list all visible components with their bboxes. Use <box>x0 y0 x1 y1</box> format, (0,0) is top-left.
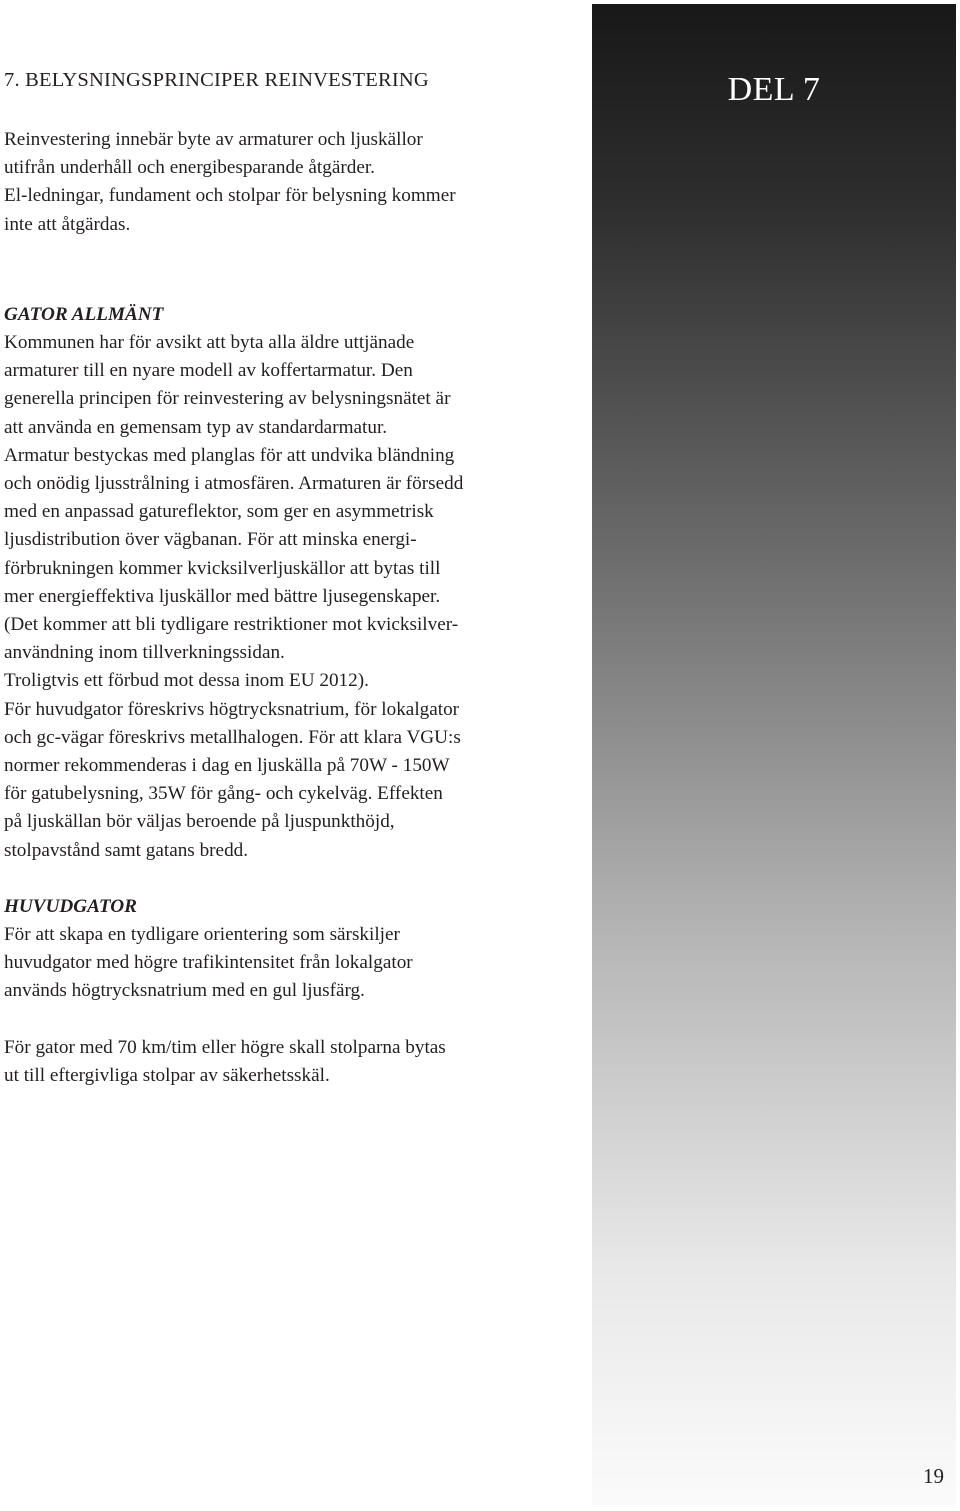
text-line: användning inom tillverkningssidan. <box>4 642 285 664</box>
text-line: (Det kommer att bli tydligare restriktioner mot kvicksilver- <box>4 614 459 636</box>
text-line: Armatur bestyckas med planglas för att undvika bländning <box>4 444 455 466</box>
text-line: generella principen för reinvestering av belysningsnätet är <box>4 388 451 410</box>
intro-paragraph <box>4 126 584 239</box>
section-title: BELYSNINGSPRINCIPER REINVESTERING <box>25 69 429 91</box>
text-line: utifrån underhåll och energibesparande åtgärder. <box>4 157 375 179</box>
text-line: För huvudgator föreskrivs högtrycksnatrium, för lokalgator <box>4 698 460 720</box>
text-line: huvudgator med högre trafikintensitet från lokalgator <box>4 952 413 974</box>
text-line: att använda en gemensam typ av standardarmatur. <box>4 416 388 438</box>
text-line: för gatubelysning, 35W för gång- och cykelväg. Effekten <box>4 783 443 805</box>
text-line: Reinvestering innebär byte av armaturer och ljuskällor <box>4 129 423 150</box>
text-line: stolpavstånd samt gatans bredd. <box>4 839 249 861</box>
closing-paragraph <box>4 1034 584 1090</box>
text-line: Troligtvis ett förbud mot dessa inom EU 2012). <box>4 670 369 692</box>
page-number: 19 <box>923 1464 944 1488</box>
text-line: Kommunen har för avsikt att byta alla äldre uttjänade <box>4 332 415 354</box>
text-line: mer energieffektiva ljuskällor med bättre ljusegenskaper. <box>4 585 441 607</box>
text-line: inte att åtgärdas. <box>4 213 131 235</box>
text-line: armaturer till en nyare modell av koffertarmatur. Den <box>4 360 413 382</box>
text-line: För gator med 70 km/tim eller högre skall stolparna bytas <box>4 1036 446 1058</box>
gator-allmant-paragraph <box>4 329 584 865</box>
chapter-label: DEL 7 <box>727 71 821 108</box>
huvudgator-paragraph <box>4 921 584 1006</box>
text-line: och gc-vägar föreskrivs metallhalogen. För att klara VGU:s <box>4 726 461 748</box>
text-line: förbrukningen kommer kvicksilverljuskällor att bytas till <box>4 557 441 579</box>
text-line: El-ledningar, fundament och stolpar för belysning kommer <box>4 185 456 207</box>
text-line: och onödig ljusstrålning i atmosfären. Armaturen är försedd <box>4 473 464 495</box>
text-line: ut till eftergivliga stolpar av säkerhetsskäl. <box>4 1064 330 1086</box>
text-line: på ljuskällan bör väljas beroende på ljuspunkthöjd, <box>4 811 395 833</box>
subheading-gator-allmant: GATOR ALLMÄNT <box>4 303 164 325</box>
subheading-huvudgator: HUVUDGATOR <box>4 895 137 917</box>
text-line: normer rekommenderas i dag en ljuskälla på 70W - 150W <box>4 755 450 777</box>
document-body <box>4 66 584 1090</box>
text-line: används högtrycksnatrium med en gul ljusfärg. <box>4 980 365 1002</box>
section-heading <box>4 66 584 94</box>
text-line: För att skapa en tydligare orientering som särskiljer <box>4 924 400 946</box>
chapter-side-panel <box>592 4 956 1507</box>
text-line: med en anpassad gatureflektor, som ger en asymmetrisk <box>4 501 434 523</box>
text-line: ljusdistribution över vägbanan. För att minska energi- <box>4 529 417 551</box>
section-number: 7. <box>4 69 20 91</box>
